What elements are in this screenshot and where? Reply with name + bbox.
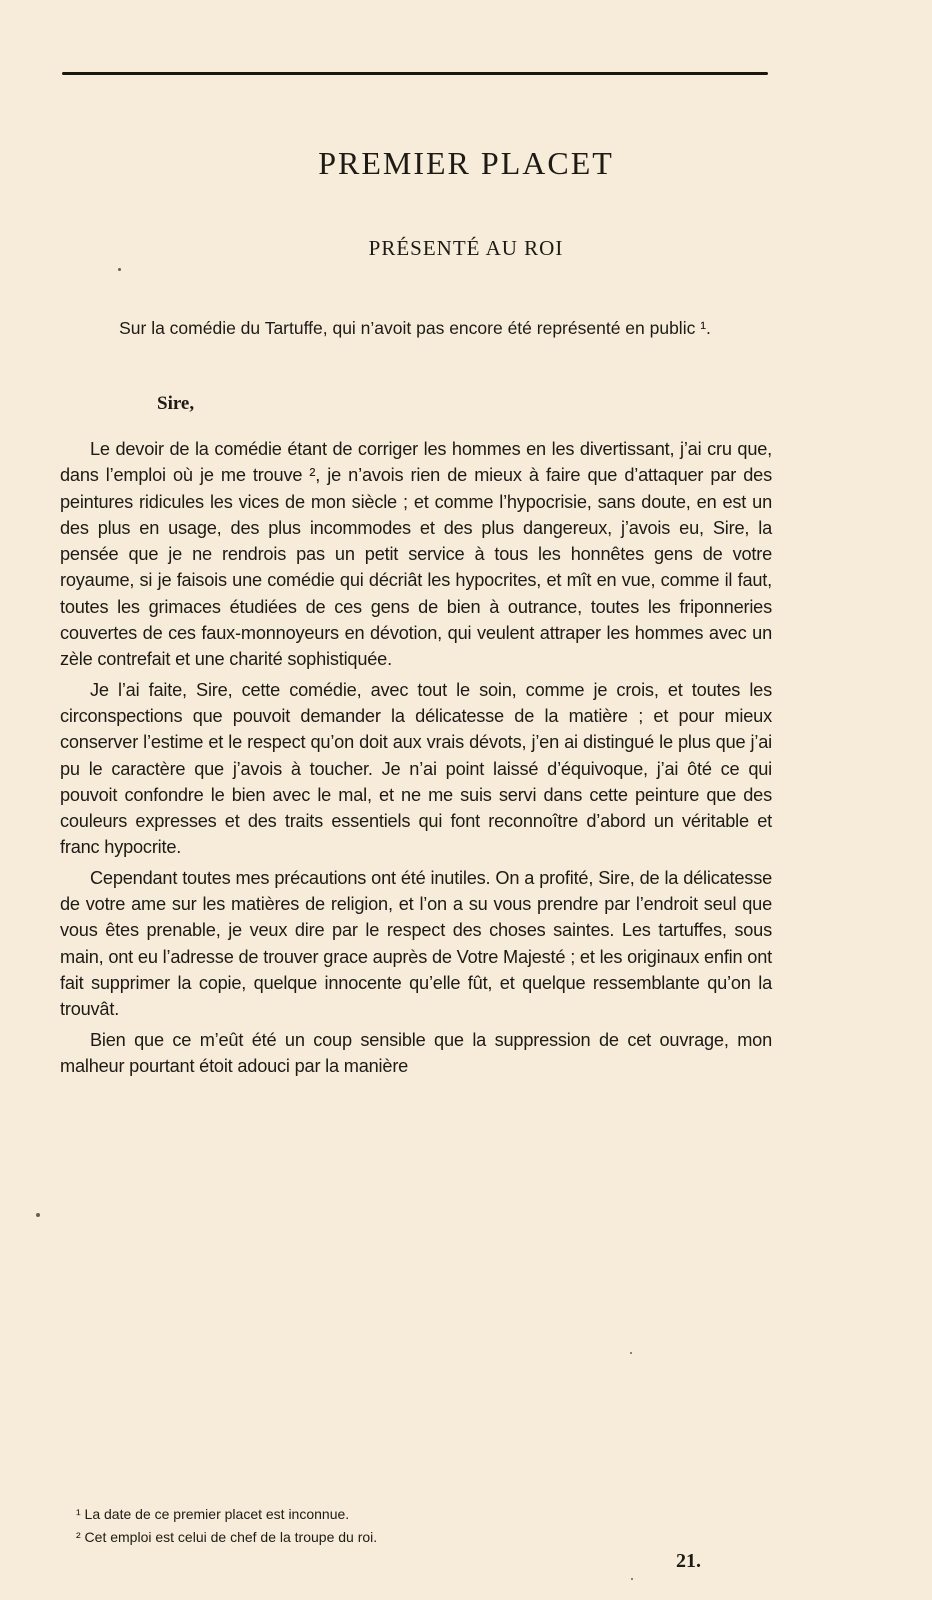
header-rule bbox=[62, 72, 768, 75]
ink-speck bbox=[118, 268, 121, 271]
ink-speck bbox=[36, 1213, 40, 1217]
page-subtitle: PRÉSENTÉ AU ROI bbox=[368, 236, 564, 260]
letter-body bbox=[60, 436, 772, 1083]
footnote: ² Cet emploi est celui de chef de la troupe du roi. bbox=[76, 1529, 378, 1545]
intro-line: Sur la comédie du Tartuffe, qui n’avoit pas encore été représenté en public ¹. bbox=[119, 318, 711, 338]
paragraph: Bien que ce m’eût été un coup sensible que la suppression de cet ouvrage, mon malheur pourtant étoit adouci par la manière bbox=[60, 1029, 772, 1076]
ink-speck bbox=[630, 1352, 632, 1354]
page-title: PREMIER PLACET bbox=[318, 145, 614, 181]
salutation: Sire, bbox=[157, 393, 195, 414]
paragraph: Cependant toutes mes précautions ont été inutiles. On a profité, Sire, de la délicatesse de votre ame sur les matières de religion, et l’on a su vous prendre par l’endroit seul que vous êtes prenable, je veux dire par le respect des choses saintes. Les tartuffes, sous main, ont eu l’adresse de trouver grace auprès de Votre Majesté ; et les originaux enfin ont fait supprimer la copie, quelque innocente qu’elle fût, et quelque ressemblante qu’on la trouvât. bbox=[60, 867, 772, 1020]
paragraph: Le devoir de la comédie étant de corriger les hommes en les divertissant, j’ai cru que, dans l’emploi où je me trouve ², je n’avois rien de mieux à faire que d’attaquer par des peintures ridicules les vices de mon siècle ; et comme l’hypocrisie, sans doute, en est un des plus en usage, des plus incommodes et des plus dangereux, j’avois eu, Sire, la pensée que je ne rendrois pas un petit service à tous les honnêtes gens de votre royaume, si je faisois une comédie qui décriât les hypocrites, et mît en vue, comme il faut, toutes les grimaces étudiées de ces gens de bien à outrance, toutes les friponneries couvertes de ces faux-monnoyeurs en dévotion, qui veulent attraper les hommes avec un zèle contrefait et une charité sophistiquée. bbox=[60, 439, 772, 670]
footnotes bbox=[76, 1503, 377, 1549]
paragraph: Je l’ai faite, Sire, cette comédie, avec tout le soin, comme je crois, et toutes les circonspections que pouvoit demander la délicatesse de la matière ; et pour mieux conserver l’estime et le respect qu’on doit aux vrais dévots, j’en ai distingué le plus que j’ai pu le caractère que j’avois à toucher. Je n’ai point laissé d’équivoque, j’ai ôté ce qui pouvoit confondre le bien avec le mal, et ne me suis servi dans cette peinture que des couleurs expresses et des traits essentiels qui font reconnoître d’abord un véritable et franc hypocrite. bbox=[60, 679, 772, 858]
ink-speck bbox=[631, 1578, 633, 1580]
page-number: 21. bbox=[676, 1550, 701, 1572]
footnote: ¹ La date de ce premier placet est inconnue. bbox=[76, 1506, 350, 1522]
